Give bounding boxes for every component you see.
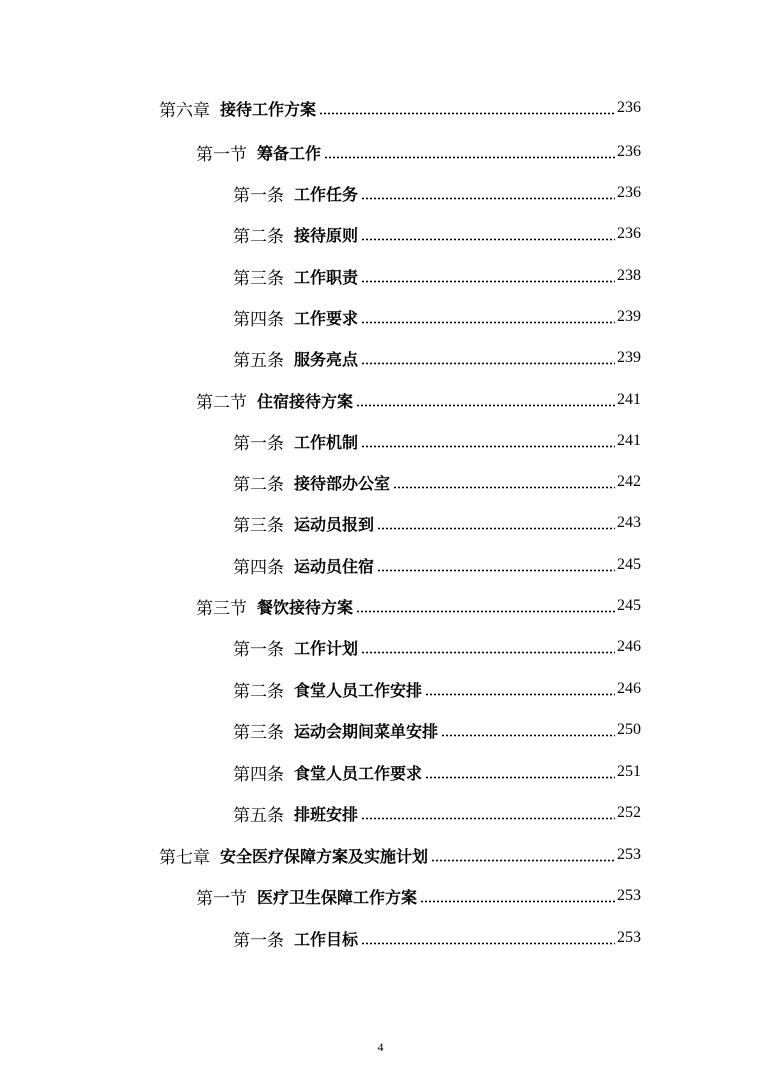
toc-entry-label: 第二条 — [233, 226, 284, 247]
toc-entry-title: 接待工作方案 — [220, 99, 317, 119]
toc-entry-label: 第二条 — [233, 474, 284, 495]
toc-entry-title: 运动员报到 — [294, 514, 375, 534]
dot-leader — [431, 848, 615, 862]
toc-entry-title: 医疗卫生保障工作方案 — [257, 887, 418, 907]
toc-entry-label: 第二条 — [233, 681, 284, 702]
toc-entry-article[interactable] — [233, 799, 641, 827]
toc-entry-label: 第一节 — [196, 144, 247, 165]
toc-entry-label: 第四条 — [233, 557, 284, 578]
toc-entry-label: 第一条 — [233, 930, 284, 951]
toc-entry-page: 253 — [617, 846, 641, 863]
toc-entry-label: 第四条 — [233, 764, 284, 785]
toc-entry-title: 工作职责 — [294, 267, 359, 287]
toc-entry-title: 筹备工作 — [257, 143, 322, 163]
dot-leader — [361, 351, 615, 365]
toc-entry-article[interactable] — [233, 924, 641, 952]
toc-entry-title: 运动员住宿 — [294, 556, 375, 576]
dot-leader — [361, 269, 615, 283]
toc-entry-label: 第一节 — [196, 888, 247, 909]
toc-entry-title: 工作要求 — [294, 308, 359, 328]
toc-entry-section[interactable] — [196, 138, 641, 166]
toc-entry-article[interactable] — [233, 468, 641, 496]
dot-leader — [361, 434, 615, 448]
dot-leader — [319, 101, 615, 115]
toc-entry-title: 餐饮接待方案 — [257, 597, 354, 617]
toc-entry-page: 236 — [617, 143, 641, 160]
toc-entry-article[interactable] — [233, 509, 641, 537]
dot-leader — [393, 475, 615, 489]
toc-entry-article[interactable] — [233, 179, 641, 207]
toc-entry-title: 住宿接待方案 — [257, 391, 354, 411]
toc-entry-label: 第六章 — [159, 100, 210, 121]
toc-entry-page: 242 — [617, 473, 641, 490]
toc-entry-article[interactable] — [233, 303, 641, 331]
dot-leader — [377, 558, 615, 572]
toc-entry-section[interactable] — [196, 386, 641, 414]
toc-entry-article[interactable] — [233, 427, 641, 455]
toc-entry-page: 250 — [617, 721, 641, 738]
toc-entry-page: 245 — [617, 597, 641, 614]
toc-entry-label: 第七章 — [159, 847, 210, 868]
toc-entry-article[interactable] — [233, 758, 641, 786]
toc-entry-article[interactable] — [233, 675, 641, 703]
dot-leader — [356, 599, 615, 613]
toc-entry-label: 第三节 — [196, 598, 247, 619]
toc-entry-title: 排班安排 — [294, 804, 359, 824]
toc-entry-title: 服务亮点 — [294, 349, 359, 369]
toc-entry-page: 251 — [617, 763, 641, 780]
toc-entry-title: 接待部办公室 — [294, 473, 391, 493]
toc-entry-title: 接待原则 — [294, 225, 359, 245]
toc-entry-article[interactable] — [233, 716, 641, 744]
toc-entry-title: 运动会期间菜单安排 — [294, 721, 439, 741]
dot-leader — [377, 516, 615, 530]
toc-entry-article[interactable] — [233, 262, 641, 290]
toc-entry-title: 食堂人员工作要求 — [294, 763, 423, 783]
toc-entry-page: 238 — [617, 267, 641, 284]
toc-entry-label: 第三条 — [233, 722, 284, 743]
dot-leader — [361, 931, 615, 945]
toc-entry-label: 第三条 — [233, 515, 284, 536]
toc-entry-page: 236 — [617, 99, 641, 116]
toc-entry-title: 工作目标 — [294, 929, 359, 949]
dot-leader — [324, 145, 615, 159]
toc-entry-article[interactable] — [233, 220, 641, 248]
dot-leader — [361, 806, 615, 820]
dot-leader — [361, 640, 615, 654]
toc-entry-page: 239 — [617, 308, 641, 325]
toc-entry-label: 第一条 — [233, 185, 284, 206]
toc-entry-page: 253 — [617, 929, 641, 946]
dot-leader — [356, 393, 615, 407]
toc-entry-article[interactable] — [233, 551, 641, 579]
toc-entry-page: 253 — [617, 887, 641, 904]
toc-entry-label: 第一条 — [233, 433, 284, 454]
toc-entry-page: 241 — [617, 432, 641, 449]
toc-entry-article[interactable] — [233, 633, 641, 661]
toc-entry-title: 工作任务 — [294, 184, 359, 204]
toc-entry-page: 239 — [617, 349, 641, 366]
toc-entry-label: 第三条 — [233, 268, 284, 289]
toc-entry-page: 241 — [617, 391, 641, 408]
toc-entry-page: 236 — [617, 184, 641, 201]
dot-leader — [361, 186, 615, 200]
dot-leader — [361, 310, 615, 324]
toc-entry-label: 第五条 — [233, 805, 284, 826]
dot-leader — [361, 227, 615, 241]
toc-entry-title: 工作机制 — [294, 432, 359, 452]
toc-entry-section[interactable] — [196, 882, 641, 910]
toc-entry-title: 工作计划 — [294, 638, 359, 658]
toc-entry-label: 第一条 — [233, 639, 284, 660]
toc-entry-page: 236 — [617, 225, 641, 242]
toc-entry-page: 243 — [617, 514, 641, 531]
toc-entry-page: 246 — [617, 680, 641, 697]
toc-entry-label: 第二节 — [196, 392, 247, 413]
toc-entry-page: 245 — [617, 556, 641, 573]
toc-entry-chapter[interactable] — [159, 94, 641, 122]
toc-entry-page: 252 — [617, 804, 641, 821]
toc-entry-label: 第四条 — [233, 309, 284, 330]
dot-leader — [425, 682, 615, 696]
toc-entry-section[interactable] — [196, 592, 641, 620]
toc-entry-chapter[interactable] — [159, 841, 641, 869]
dot-leader — [420, 889, 615, 903]
toc-entry-title: 安全医疗保障方案及实施计划 — [220, 846, 429, 866]
dot-leader — [425, 765, 615, 779]
toc-entry-article[interactable] — [233, 344, 641, 372]
page-number: 4 — [377, 1040, 384, 1054]
dot-leader — [441, 723, 615, 737]
toc-entry-label: 第五条 — [233, 350, 284, 371]
toc-entry-page: 246 — [617, 638, 641, 655]
toc-entry-title: 食堂人员工作安排 — [294, 680, 423, 700]
